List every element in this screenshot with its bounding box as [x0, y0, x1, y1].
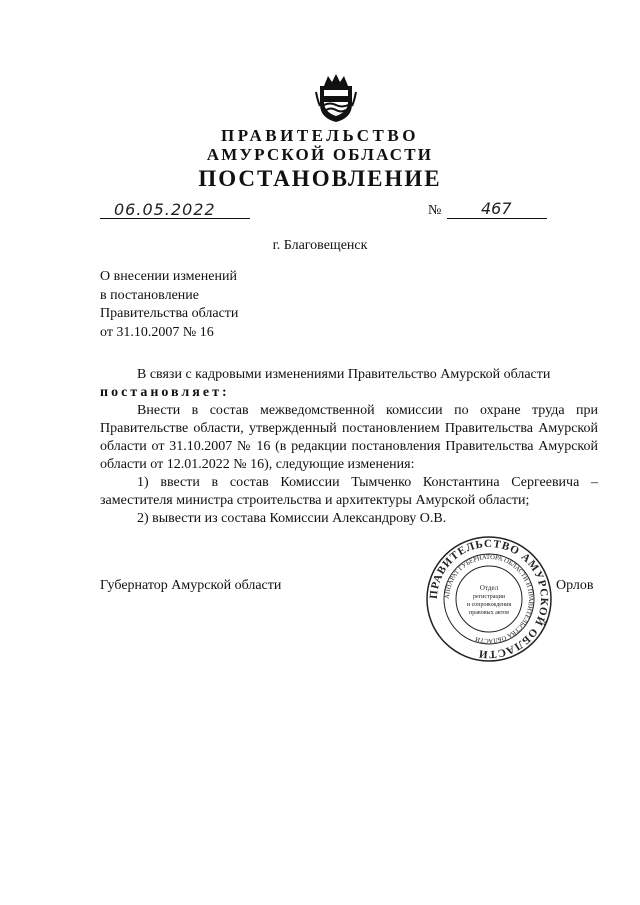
stamp-outer-text: ПРАВИТЕЛЬСТВО АМУРСКОЙ ОБЛАСТИ	[427, 537, 551, 661]
document-date: 06.05.2022	[114, 200, 216, 219]
number-label: №	[428, 203, 442, 218]
document-body	[100, 366, 598, 528]
main-paragraph: Внести в состав межведомственной комиссии по охране труда при Правительстве области, утвержденный постановлением Правительства Амурской области от 31.10.2007 № 16 (в редакции постановления Правительства Амурской области от 12.01.2022 № 16), следующие изменения:	[100, 403, 598, 472]
change-item-1: 1) ввести в состав Комиссии Тымченко Константина Сергеевича – заместителя министра строительства и архитектуры Амурской области;	[100, 475, 598, 508]
stamp-center-line: правовых актов	[469, 610, 509, 616]
stamp-center-line: регистрации	[473, 594, 505, 600]
change-item-2: 2) вывести из состава Комиссии Александрову О.В.	[137, 511, 447, 526]
signatory-name: Орлов	[556, 578, 594, 593]
stamp-center-line: и сопровождения	[466, 602, 512, 608]
subject-line: О внесении изменений	[100, 269, 237, 284]
registration-stamp	[425, 535, 553, 663]
org-name-line2: АМУРСКОЙ ОБЛАСТИ	[206, 145, 434, 164]
subject-line: Правительства области	[100, 306, 239, 321]
document-number: 467	[481, 199, 512, 218]
stamp-center-line: Отдел	[479, 584, 499, 592]
subject-line: в постановление	[100, 287, 199, 303]
city-name: г. Благовещенск	[272, 238, 368, 253]
intro-paragraph: В связи с кадровыми изменениями Правительство Амурской области	[137, 367, 551, 382]
org-name-line1: ПРАВИТЕЛЬСТВО	[221, 126, 419, 145]
document-subject	[100, 268, 238, 342]
resolves-word: постановляет:	[100, 385, 230, 400]
stamp-inner-ring-text: АППАРАТ ГУБЕРНАТОРА ОБЛАСТИ И ПРАВИТЕЛЬСТВА ОБЛАСТИ	[443, 553, 535, 645]
document-type-title: ПОСТАНОВЛЕНИЕ	[198, 166, 442, 191]
subject-line: от 31.10.2007 № 16	[100, 324, 214, 340]
signatory-title: Губернатор Амурской области	[100, 578, 282, 593]
coat-of-arms-emblem	[314, 72, 358, 124]
